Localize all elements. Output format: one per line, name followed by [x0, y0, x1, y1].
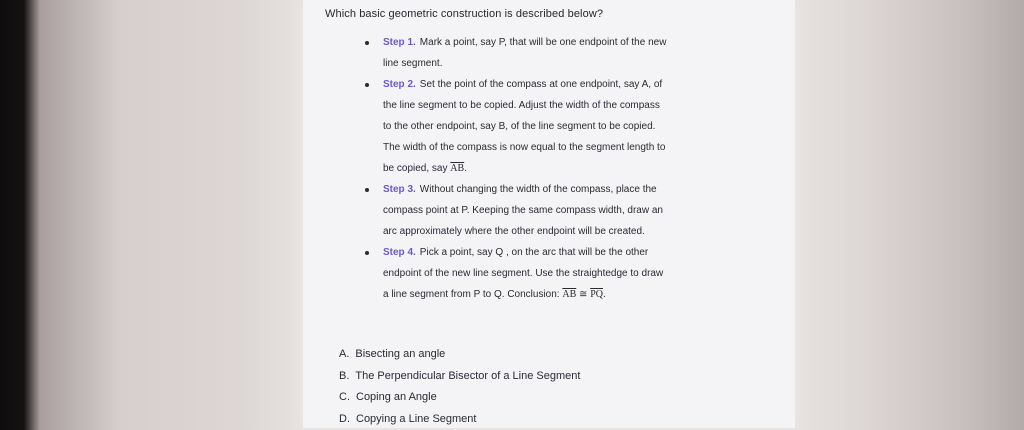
step-text: a line segment from P to Q. Conclusion:	[383, 289, 560, 300]
option-c[interactable]	[339, 387, 580, 409]
option-letter: C.	[339, 391, 350, 403]
step-list	[383, 32, 768, 305]
segment-ab: $\overline{AB}$	[450, 163, 464, 174]
step-label: Step 3.	[383, 184, 416, 195]
bullet-icon	[365, 188, 369, 192]
step-text: arc approximately where the other endpoint will be created.	[383, 226, 645, 237]
step-label: Step 4.	[383, 247, 416, 258]
step-label: Step 2.	[383, 79, 416, 90]
congruent-symbol: ≅	[579, 289, 587, 300]
option-letter: B.	[339, 370, 349, 382]
step-text: the line segment to be copied. Adjust the width of the compass	[383, 100, 660, 111]
step-text: compass point at P. Keeping the same compass width, draw an	[383, 205, 663, 216]
option-letter: D.	[339, 413, 350, 425]
step-label: Step 1.	[383, 37, 416, 48]
option-b[interactable]	[339, 366, 580, 388]
step-text: to the other endpoint, say B, of the line segment to be copied.	[383, 121, 655, 132]
step-text: Set the point of the compass at one endpoint, say A, of	[420, 79, 662, 90]
bullet-icon	[365, 83, 369, 87]
step-text: be copied, say	[383, 163, 448, 174]
step-text: endpoint of the new line segment. Use the straightedge to draw	[383, 268, 663, 279]
question-panel	[303, 0, 795, 428]
step-text: Without changing the width of the compass, place the	[420, 184, 657, 195]
option-text: Copying a Line Segment	[356, 413, 476, 425]
option-a[interactable]	[339, 344, 580, 366]
step-text: .	[464, 163, 467, 174]
question-text: Which basic geometric construction is described below?	[325, 8, 603, 20]
segment-pq: $\overline{PQ}$	[590, 289, 603, 300]
option-text: Bisecting an angle	[355, 348, 445, 360]
option-text: Coping an Angle	[356, 391, 437, 403]
step-3	[383, 179, 768, 242]
option-letter: A.	[339, 348, 349, 360]
bullet-icon	[365, 251, 369, 255]
step-2	[383, 74, 768, 179]
answer-options	[339, 344, 580, 430]
step-text: The width of the compass is now equal to the segment length to	[383, 142, 665, 153]
step-1	[383, 32, 768, 74]
option-text: The Perpendicular Bisector of a Line Segment	[355, 370, 580, 382]
segment-ab: $\overline{AB}$	[562, 289, 576, 300]
bullet-icon	[365, 41, 369, 45]
option-d[interactable]	[339, 409, 580, 430]
step-4	[383, 242, 768, 305]
step-text: Pick a point, say Q , on the arc that will be the other	[420, 247, 648, 258]
step-text: .	[603, 289, 606, 300]
step-text: line segment.	[383, 58, 442, 69]
step-text: Mark a point, say P, that will be one endpoint of the new	[420, 37, 667, 48]
